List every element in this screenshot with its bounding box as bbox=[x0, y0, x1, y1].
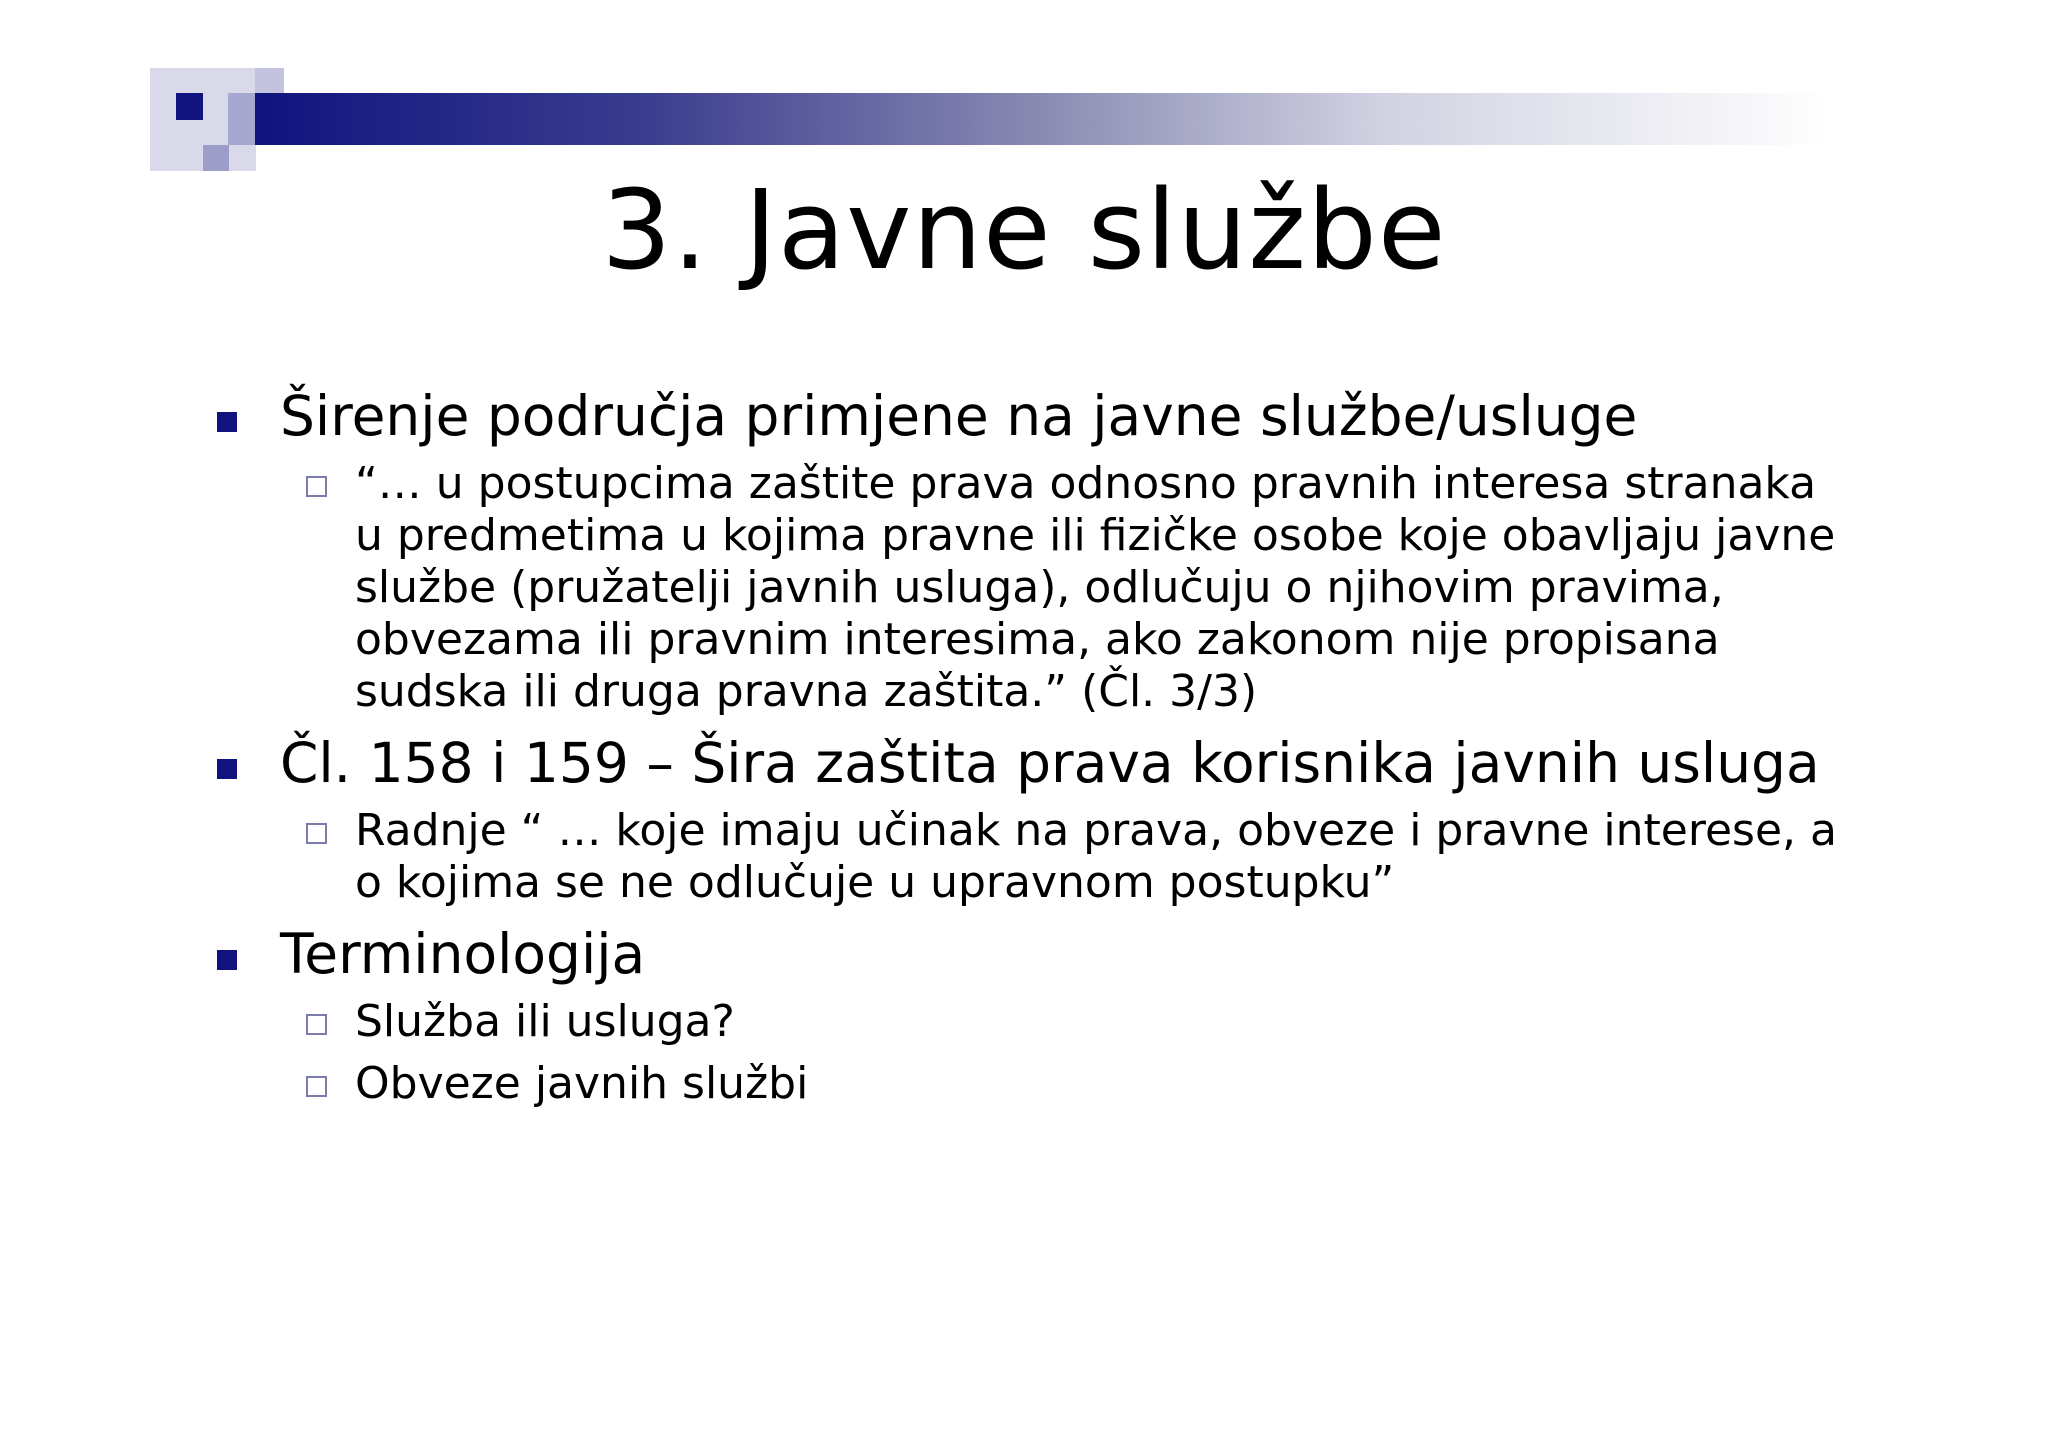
sub-bullet-item bbox=[210, 458, 1850, 718]
hollow-square-bullet-icon bbox=[306, 1014, 327, 1035]
sub-bullet-text: “… u postupcima zaštite prava odnosno pravnih interesa stranaka u predmetima u kojima pravne ili fizičke osobe koje obavljaju javne službe (pružatelji javnih usluga), odlučuju o njihovim pravima, obvezama ili pravnim interesima, ako zakonom nije propisana sudska ili druga pravna zaštita.” (Čl. 3/3) bbox=[355, 458, 1836, 717]
header-decoration-block bbox=[176, 93, 203, 120]
sub-bullet-item bbox=[210, 996, 1850, 1048]
hollow-square-bullet-icon bbox=[306, 476, 327, 497]
slide-content bbox=[210, 385, 1850, 1120]
header-decoration-block bbox=[228, 93, 256, 145]
square-bullet-icon bbox=[217, 412, 237, 432]
bullet-text: Terminologija bbox=[280, 922, 646, 986]
sub-bullet-item bbox=[210, 805, 1850, 909]
square-bullet-icon bbox=[217, 950, 237, 970]
bullet-item bbox=[210, 732, 1850, 795]
hollow-square-bullet-icon bbox=[306, 823, 327, 844]
sub-bullet-text: Radnje “ … koje imaju učinak na prava, obveze i pravne interese, a o kojima se ne odlučuje u upravnom postupku” bbox=[355, 805, 1837, 908]
bullet-text: Čl. 158 i 159 – Šira zaštita prava korisnika javnih usluga bbox=[280, 731, 1820, 795]
hollow-square-bullet-icon bbox=[306, 1076, 327, 1097]
bullet-text: Širenje područja primjene na javne službe/usluge bbox=[280, 384, 1638, 448]
square-bullet-icon bbox=[217, 759, 237, 779]
header-accent-bar bbox=[255, 93, 1830, 145]
slide-title: 3. Javne službe bbox=[601, 166, 1447, 294]
sub-bullet-text: Obveze javnih službi bbox=[355, 1058, 809, 1109]
bullet-item bbox=[210, 923, 1850, 986]
header-decoration-block bbox=[255, 68, 284, 93]
sub-bullet-text: Služba ili usluga? bbox=[355, 996, 735, 1047]
bullet-item bbox=[210, 385, 1850, 448]
sub-bullet-item bbox=[210, 1058, 1850, 1110]
